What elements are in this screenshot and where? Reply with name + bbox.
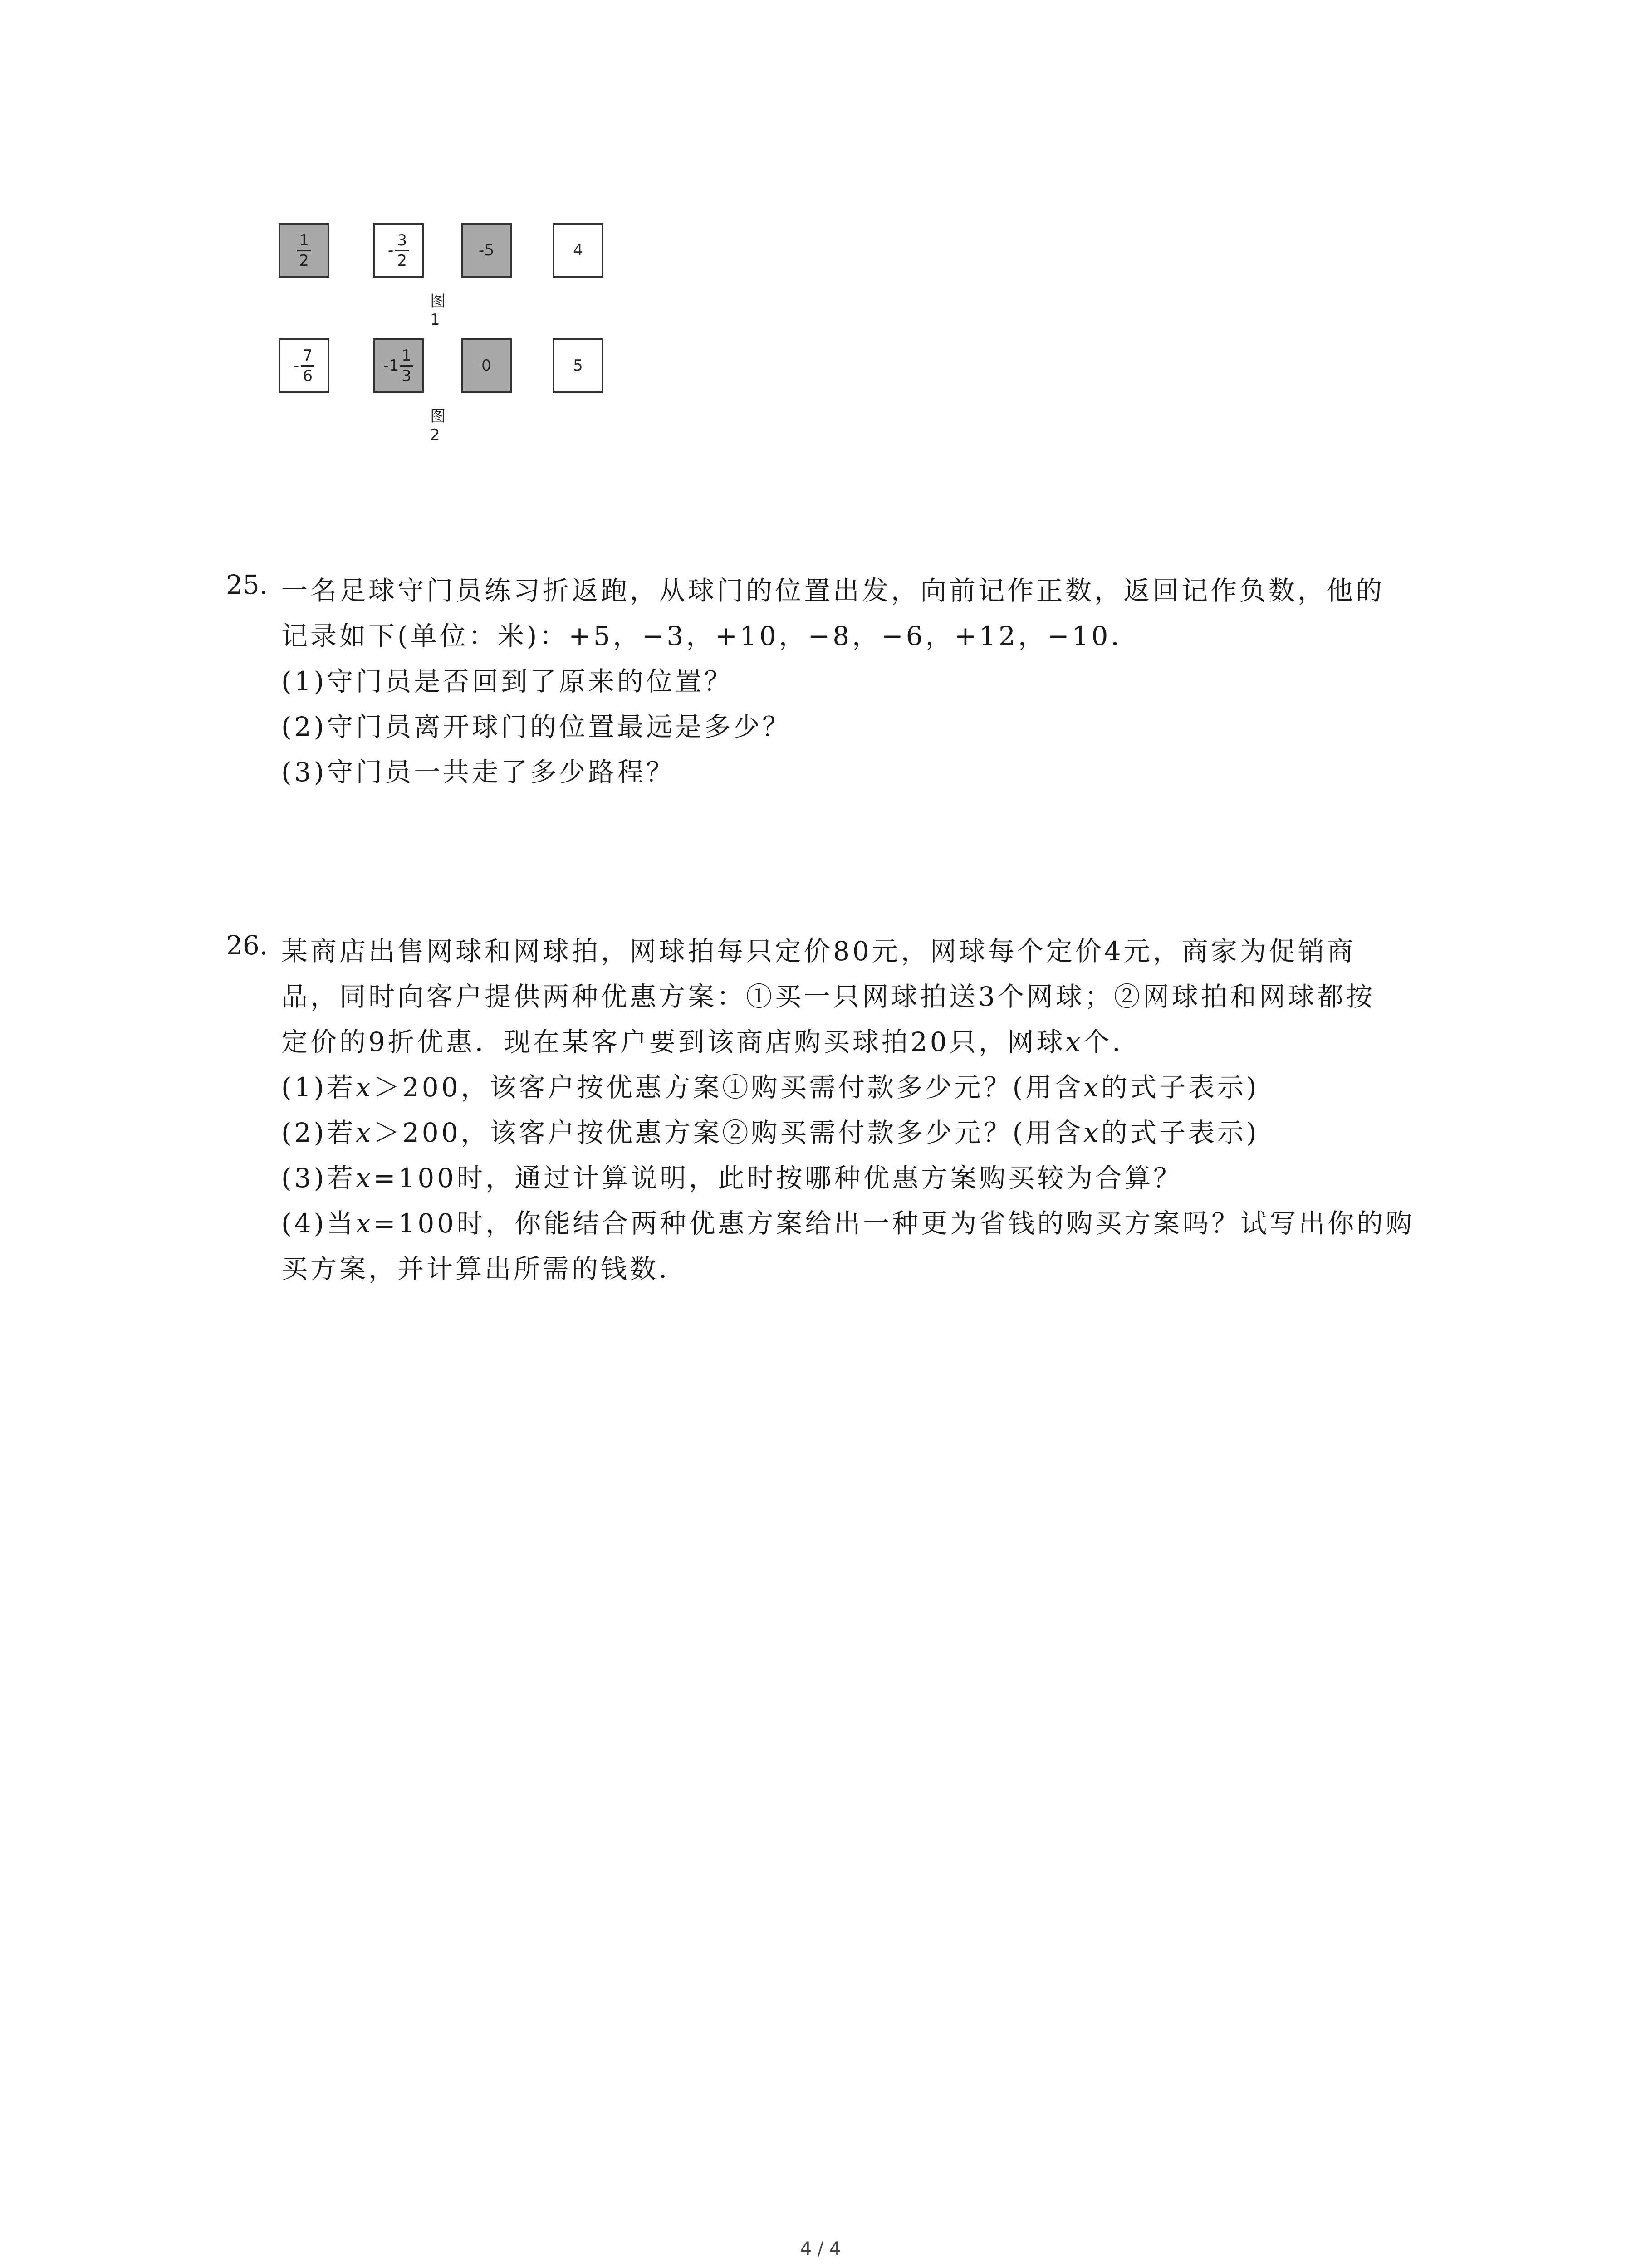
text-segment: (4)当 xyxy=(281,1208,356,1239)
card-fig2-3 xyxy=(461,338,512,393)
card-fig1-3 xyxy=(461,223,512,278)
denominator: 6 xyxy=(303,367,313,385)
text-segment: 的式子表示) xyxy=(1101,1072,1259,1103)
text-segment: ＞200，该客户按优惠方案②购买需付款多少元？(用含 xyxy=(373,1117,1084,1148)
text-segment: (1)若 xyxy=(281,1072,356,1103)
text-segment: ＞200，该客户按优惠方案①购买需付款多少元？(用含 xyxy=(373,1072,1084,1103)
question-text-line: 一名足球守门员练习折返跑，从球门的位置出发，向前记作正数，返回记作负数，他的 xyxy=(281,575,1385,606)
text-segment: (2)若 xyxy=(281,1117,356,1148)
text-segment: 个． xyxy=(1083,1026,1141,1057)
fraction xyxy=(395,233,409,269)
card-fig1-1 xyxy=(279,223,329,278)
sub-question-3 xyxy=(281,1157,1182,1195)
sub-question-4-continued: 买方案，并计算出所需的钱数． xyxy=(281,1253,688,1284)
sign: - xyxy=(294,357,299,375)
card-value: 0 xyxy=(481,357,491,375)
question-text-line: 品，同时向客户提供两种优惠方案：①买一只网球拍送3个网球；②网球拍和网球都按 xyxy=(281,981,1375,1012)
variable-x: x xyxy=(356,1117,373,1148)
card-fig1-4 xyxy=(553,223,603,278)
denominator: 3 xyxy=(402,367,411,385)
sign: - xyxy=(388,241,394,259)
sub-question-2 xyxy=(281,1111,1259,1149)
denominator: 2 xyxy=(299,251,309,270)
text-segment: 定价的9折优惠．现在某客户要到该商店购买球拍20只，网球 xyxy=(281,1026,1066,1057)
whole-part: -1 xyxy=(383,357,399,375)
numerator: 7 xyxy=(301,348,314,367)
sub-question-4 xyxy=(281,1202,1415,1240)
question-number: 26. xyxy=(226,930,268,961)
question-number: 25. xyxy=(226,569,268,600)
numerator: 3 xyxy=(395,233,409,251)
card-value: 5 xyxy=(573,357,583,375)
variable-x: x xyxy=(356,1072,373,1103)
text-segment: =100时，通过计算说明，此时按哪种优惠方案购买较为合算？ xyxy=(373,1163,1183,1193)
text-segment: =100时，你能结合两种优惠方案给出一种更为省钱的购买方案吗？试写出你的购 xyxy=(373,1208,1415,1239)
fraction xyxy=(297,233,311,269)
variable-x: x xyxy=(356,1208,373,1239)
card-fig2-2 xyxy=(373,338,424,393)
sub-question-2: (2)守门员离开球门的位置最远是多少？ xyxy=(281,711,792,742)
variable-x: x xyxy=(1083,1072,1101,1103)
variable-x: x xyxy=(356,1163,373,1193)
text-segment: (3)若 xyxy=(281,1163,356,1193)
card-value: -5 xyxy=(479,241,494,259)
question-text-line: 记录如下(单位：米)：+5，−3，+10，−8，−6，+12，−10． xyxy=(281,621,1140,651)
numerator: 1 xyxy=(400,348,413,367)
fraction xyxy=(301,348,314,384)
sub-question-1: (1)守门员是否回到了原来的位置？ xyxy=(281,666,734,697)
variable-x: x xyxy=(1083,1117,1101,1148)
card-value: 4 xyxy=(573,241,583,259)
card-fig1-2 xyxy=(373,223,424,278)
variable-x: x xyxy=(1065,1026,1083,1057)
fraction xyxy=(400,348,413,384)
figure-1-label: 图1 xyxy=(430,292,446,329)
question-text-line xyxy=(281,1021,1141,1059)
card-fig2-4 xyxy=(553,338,603,393)
denominator: 2 xyxy=(397,251,407,270)
card-fig2-1 xyxy=(279,338,329,393)
figure-2-label: 图2 xyxy=(430,407,446,444)
sub-question-3: (3)守门员一共走了多少路程？ xyxy=(281,757,676,787)
sub-question-1 xyxy=(281,1066,1259,1104)
text-segment: 的式子表示) xyxy=(1101,1117,1259,1148)
numerator: 1 xyxy=(297,233,311,251)
page-number: 4 / 4 xyxy=(800,2239,841,2259)
question-text-line: 某商店出售网球和网球拍，网球拍每只定价80元，网球每个定价4元，商家为促销商 xyxy=(281,936,1356,967)
